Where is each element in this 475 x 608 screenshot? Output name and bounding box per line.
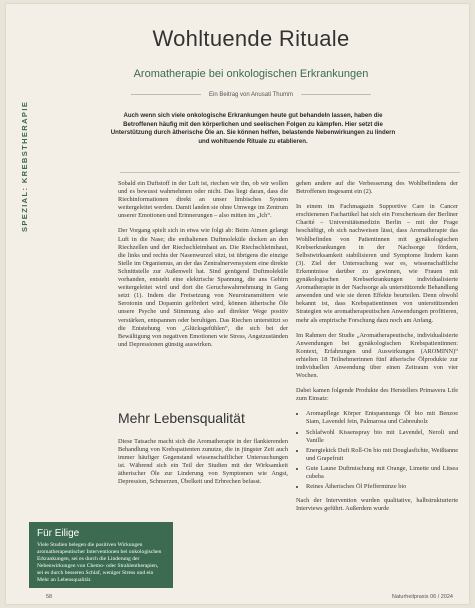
paragraph: Diese Tatsache macht sich die Aromatherapie in der flankierenden Behandlung von Krebspatienten zunutze, die in jüngster Zeit auch immer häufiger Gegenstand wissenschaftlicher Untersuchungen ist. Während sich ein Teil der Studien mit der Wirksamkeit ätherischer Öle zur Linderung von Symptomen wie Angst, Depression, Schmerzen, Übelkeit und Erbrechen befasst. bbox=[118, 438, 288, 486]
article-page bbox=[6, 4, 469, 604]
list-item: • Energiekick Duft Roll-On bio mit Douglasfichte, Weißtanne und Grapefruit bbox=[306, 447, 458, 463]
paragraph: Dabei kamen folgende Produkte des Herstellers Primavera Life zum Einsatz: bbox=[296, 387, 458, 403]
section-label: SPEZIAL: KREBSTHERAPIE bbox=[20, 100, 29, 232]
product-list bbox=[296, 410, 458, 491]
paragraph: Der Vorgang spielt sich in etwa wie folgt ab: Beim Atmen gelangt Luft in die Nase; die enthaltenen Duftmoleküle docken an den Riechzellen und der Riechschleimhaut an. Die Riechschleimhaut, die links und rechts der Nasenwurzel sitzt, ist übrigens die einzige Stelle im Organismus, an der das Zentralnervensystem eine direkte Schnittstelle zur Außenwelt hat. Sind genügend Duftmoleküle vorhanden, entsteht eine elektrische Spannung, die ans Gehirn weitergeleitet wird und dort die Geruchswahrnehmung in Gang setzt (1). Indem die Freisetzung von Neurotransmittern wie Serotonin und Dopamin gefördert wird, können ätherische Öle unsere Psyche und Stimmung also auf direkter Wege positiv verstärken, entspannen oder beruhigen. Das Riechen unterstützt so die Entstehung von „Glücksgefühlen“, die sich bei der Bewältigung von negativen Emotionen wie Stress, Angstzuständen und Depressionen günstig auswirken. bbox=[118, 227, 288, 348]
paragraph: Sobald ein Duftstoff in der Luft ist, riechen wir ihn, ob wir wollen und es bewusst wahrnehmen oder nicht. Das liegt daran, dass die Riechinformationen direkt an unser limbisches System weitergeleitet werden. Damit landen sie ohne Umwege im Zentrum unserer Emotionen und Erinnerungen – also mitten im „Ich“. bbox=[118, 180, 288, 220]
column-right bbox=[296, 180, 458, 520]
article-lead: Auch wenn sich viele onkologische Erkrankungen heute gut behandeln lassen, haben die Betroffenen häufig mit den körperlichen und seelischen Folgen zu kämpfen. Hier setzt die Unterstützung durch ätherische Öle an. Sie können helfen, belastende Nebenwirkungen zu lindern und wohltuende Rituale zu etablieren. bbox=[110, 112, 396, 145]
article-title: Wohltuende Rituale bbox=[152, 26, 350, 51]
list-item: • Schlafwohl Kissenspray bio mit Lavendel, Neroli und Vanille bbox=[306, 429, 458, 445]
list-item: • Reines Ätherisches Öl Pfefferminze bio bbox=[306, 483, 458, 491]
column-left bbox=[118, 180, 288, 356]
section-heading: Mehr Lebensqualität bbox=[118, 410, 245, 426]
list-item: • Gute Laune Duftmischung mit Orange, Limette und Litsea cubeba bbox=[306, 465, 458, 481]
summary-heading: Für Eilige bbox=[37, 528, 80, 539]
paragraph: In einem im Fachmagazin Supportive Care in Cancer erschienenen Fachartikel hat sich ein Forscherteam der Berliner Charité – Universitätsmedizin Berlin – mit der Frage beschäftigt, ob sich nachweisen lässt, dass Aromatherapie das Wohlbefinden von Patientinnen mit gynäkologischen Krebserkrankungen in der Nachsorge fördern, Selbstwirksamkeit stabilisieren und Symptome lindern kann (3). Ziel der Untersuchung war es, wissenschaftliche Erkenntnisse darüber zu gewinnen, wie Frauen mit gynäkologischen Krebserkrankungen individualisierte Aromatherapie in der Nachsorge als unterstützende Behandlung anwenden und wie sie deren Effekte beurteilen. Denn obwohl bekannt ist, dass Krebspatientinnen von unterstützenden Strategien wie aromatherapeutischen Anwendungen profitieren, mehr als empirische Forschung dazu noch am Anfang. bbox=[296, 203, 458, 324]
summary-box bbox=[29, 522, 173, 588]
paragraph: gehen andere auf die Verbesserung des Wohlbefindens der Betroffenen insgesamt ein (2). bbox=[296, 180, 458, 196]
paragraph: Nach der Intervention wurden qualitative, halbstrukturierte Interviews geführt. Außerdem wurde bbox=[296, 497, 458, 513]
article-byline: Ein Beitrag von Anusati Thumm bbox=[46, 92, 456, 98]
article-subtitle: Aromatherapie bei onkologischen Erkrankungen bbox=[133, 68, 369, 80]
divider bbox=[120, 172, 460, 173]
page-number: 58 bbox=[46, 594, 53, 600]
issue-label: Naturheilpraxis 06 / 2024 bbox=[391, 594, 453, 600]
list-item: • Aromapflege Körper Entspannungs Öl bio mit Benzoe Siam, Lavendel fein, Palmarosa und Cabreuholz bbox=[306, 410, 458, 426]
paragraph: Im Rahmen der Studie „Aromatherapeutische, individualisierte Anwendungen bei gynäkologischen Krebspatientinnen: Kontext, Erfahrungen und Auswirkungen (AROMINN)“ erhielten 18 Teilnehmerinnen fünf ätherische Ölprodukte zur individuellen Anwendung über einen Zeitraum von vier Wochen. bbox=[296, 331, 458, 380]
summary-text: Viele Studien belegen die positiven Wirkungen aromatherapeutischer Interventionen bei onkologischen Erkrankungen, sei es durch die Linderung der Nebenwirkungen von Chemo- oder Strahlentherapien, sei es durch besseren Schlaf, weniger Stress und ein Mehr an Lebensqualität. bbox=[37, 542, 162, 583]
column-left-continued bbox=[118, 438, 288, 494]
